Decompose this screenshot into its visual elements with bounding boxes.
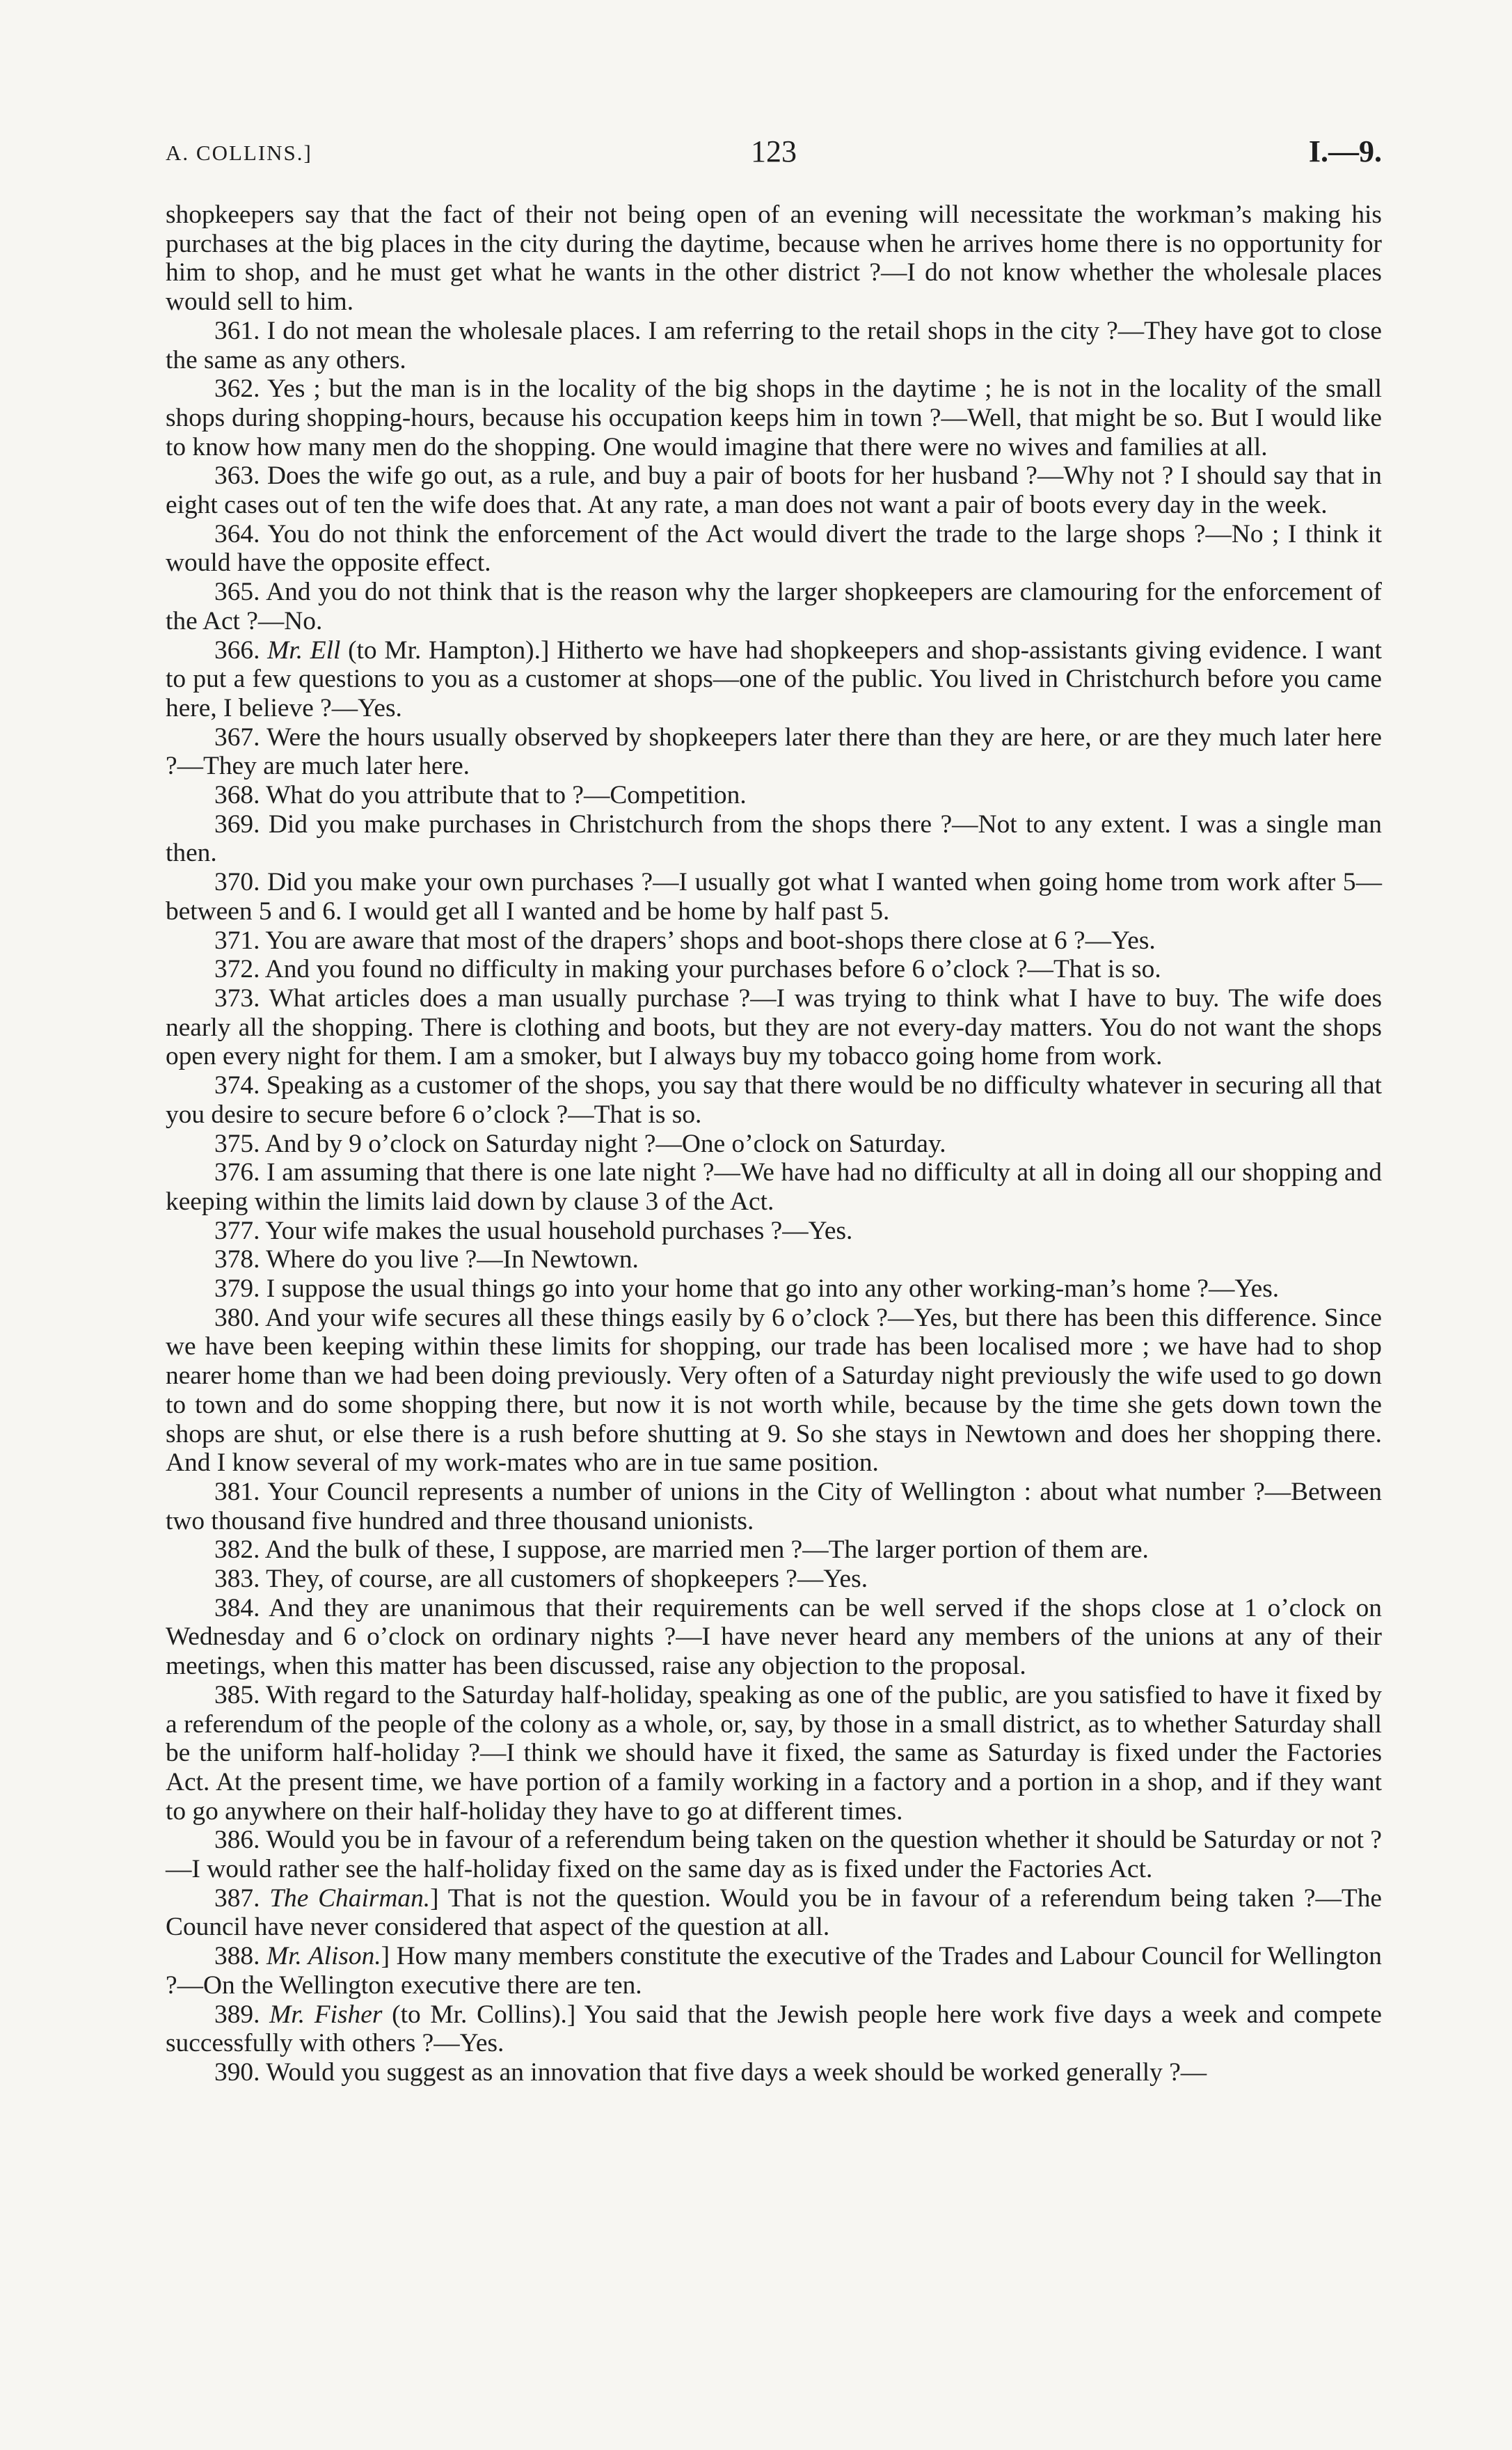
paper-reference: I.—9. (1308, 134, 1382, 168)
page-number: 123 (751, 134, 797, 168)
paragraph: 390. Would you suggest as an innovation that five days a week should be worked generally ?— (214, 2058, 1207, 2087)
paragraph (166, 1942, 1382, 2000)
paragraph: 372. And you found no difficulty in making your purchases before 6 o’clock ?—That is so. (214, 955, 1161, 984)
paragraph (166, 636, 1382, 723)
paragraph: 361. I do not mean the wholesale places. I am referring to the retail shops in the city ?—They have got to close the same as any others. (166, 316, 1382, 374)
paragraph: 362. Yes ; but the man is in the locality of the big shops in the daytime ; he is not in the locality of the small shops during shopping-hours, because his occupation keeps him in town ?—Well, that might be so. But I would like to know how many men do the shopping. One would imagine that there were no wives and families at all. (166, 374, 1382, 461)
evidence-text (166, 200, 1382, 2087)
paragraph: 385. With regard to the Saturday half-holiday, speaking as one of the public, are you satisfied to have it fixed by a referendum of the people of the colony as a whole, or, say, by those in a small district, as to whether Saturday shall be the uniform half-holiday ?—I think we should have it fixed, the same as Saturday is fixed under the Factories Act. At the present time, we have portion of a family working in a factory and a portion in a shop, and if they want to go anywhere on their half-holiday they have to go at different times. (166, 1680, 1382, 1826)
speaker-name: Mr. Alison. (266, 1942, 381, 1971)
paragraph: 382. And the bulk of these, I suppose, are married men ?—The larger portion of them are. (214, 1535, 1149, 1565)
paragraph-text: (to Mr. Collins).] You said that the Jewish people here work five days a week and compete successfully with others ?—Yes. (166, 2000, 1383, 2058)
witness-name: A. COLLINS.] (166, 141, 312, 165)
paragraph: 384. And they are unanimous that their requirements can be well served if the shops close at 1 o’clock on Wednesday and 6 o’clock on ordinary nights ?—I have never heard any members of the unions at any of their meetings, when this matter has been discussed, raise any objection to the proposal. (166, 1593, 1382, 1681)
question-number: 388. (214, 1942, 266, 1971)
paragraph: 381. Your Council represents a number of unions in the City of Wellington : about what number ?—Between two thousand five hundred and three thousand unionists. (166, 1477, 1382, 1535)
question-number: 387. (214, 1883, 270, 1913)
paragraph: 364. You do not think the enforcement of the Act would divert the trade to the large shops ?—No ; I think it would have the opposite effect. (166, 519, 1382, 578)
paragraph-text: ] That is not the question. Would you be in favour of a referendum being taken ?—The Council have never considered that aspect of the question at all. (166, 1883, 1382, 1942)
paragraph: 369. Did you make purchases in Christchurch from the shops there ?—Not to any extent. I was a single man then. (166, 809, 1382, 868)
paragraph: 379. I suppose the usual things go into your home that go into any other working-man’s home ?—Yes. (214, 1274, 1280, 1304)
paragraph (166, 2000, 1382, 2058)
speaker-name: Mr. Fisher (269, 2000, 383, 2029)
question-number: 389. (214, 2000, 270, 2029)
paragraph-text: (to Mr. Hampton).] Hitherto we have had shopkeepers and shop-assistants giving evidence. I want to put a few questions to you as a customer at shops—one of the public. You lived in Christchurch before you came here, I believe ?—Yes. (166, 635, 1382, 722)
paragraph: 380. And your wife secures all these things easily by 6 o’clock ?—Yes, but there has been this difference. Since we have been keeping within these limits for shopping, our trade has been localised more ; we have had to shop nearer home than we had been doing previously. Very often of a Saturday night previously the wife used to go down to town and do some shopping there, but now it is not worth while, because by the time she gets down town the shops are shut, or else there is a rush before shutting at 9. So she stays in Newtown and does her shopping there. And I know several of my work-mates who are in tue same position. (166, 1303, 1382, 1478)
speaker-name: The Chairman. (269, 1883, 431, 1913)
paragraph: 375. And by 9 o’clock on Saturday night ?—One o’clock on Saturday. (214, 1129, 946, 1158)
paragraph: 377. Your wife makes the usual household purchases ?—Yes. (214, 1216, 853, 1245)
paragraph: 363. Does the wife go out, as a rule, and buy a pair of boots for her husband ?—Why not ? I should say that in eight cases out of ten the wife does that. At any rate, a man does not want a pair of boots every day in the week. (166, 461, 1382, 520)
paragraph: 371. You are aware that most of the drapers’ shops and boot-shops there close at 6 ?—Yes. (214, 926, 1156, 955)
paragraph: 376. I am assuming that there is one late night ?—We have had no difficulty at all in doing all our shopping and keeping within the limits laid down by clause 3 of the Act. (166, 1158, 1382, 1216)
paragraph: 367. Were the hours usually observed by shopkeepers later there than they are here, or are they much later here ?—They are much later here. (166, 722, 1382, 781)
paragraph: 370. Did you make your own purchases ?—I usually got what I wanted when going home trom work after 5—between 5 and 6. I would get all I wanted and be home by half past 5. (166, 868, 1382, 926)
paragraph-text: ] How many members constitute the executive of the Trades and Labour Council for Wellington ?—On the Wellington executive there are ten. (166, 1942, 1382, 2000)
paragraph: 383. They, of course, are all customers of shopkeepers ?—Yes. (214, 1565, 868, 1594)
paragraph: 378. Where do you live ?—In Newtown. (214, 1245, 639, 1274)
page-header (166, 134, 1382, 175)
paragraph: 374. Speaking as a customer of the shops, you say that there would be no difficulty whatever in securing all that you desire to secure before 6 o’clock ?—That is so. (166, 1071, 1382, 1129)
question-number: 366. (214, 635, 268, 665)
paragraph: shopkeepers say that the fact of their not being open of an evening will necessitate the workman’s making his purchases at the big places in the city during the daytime, because when he arrives home there is no opportunity for him to shop, and he must get what he wants in the other district ?—I do not know whether the wholesale places would sell to him. (166, 200, 1382, 317)
paragraph: 386. Would you be in favour of a referendum being taken on the question whether it should be Saturday or not ?—I would rather see the half-holiday fixed on the same day as is fixed under the Factories Act. (166, 1826, 1382, 1884)
paragraph (166, 1884, 1382, 1942)
paragraph: 368. What do you attribute that to ?—Competition. (214, 781, 747, 810)
paragraph: 365. And you do not think that is the reason why the larger shopkeepers are clamouring for the enforcement of the Act ?—No. (166, 578, 1382, 635)
speaker-name: Mr. Ell (267, 635, 341, 665)
paragraph: 373. What articles does a man usually purchase ?—I was trying to think what I have to buy. The wife does nearly all the shopping. There is clothing and boots, but they are not every-day matters. You do not want the shops open every night for them. I am a smoker, but I always buy my tobacco going home from work. (166, 983, 1382, 1071)
